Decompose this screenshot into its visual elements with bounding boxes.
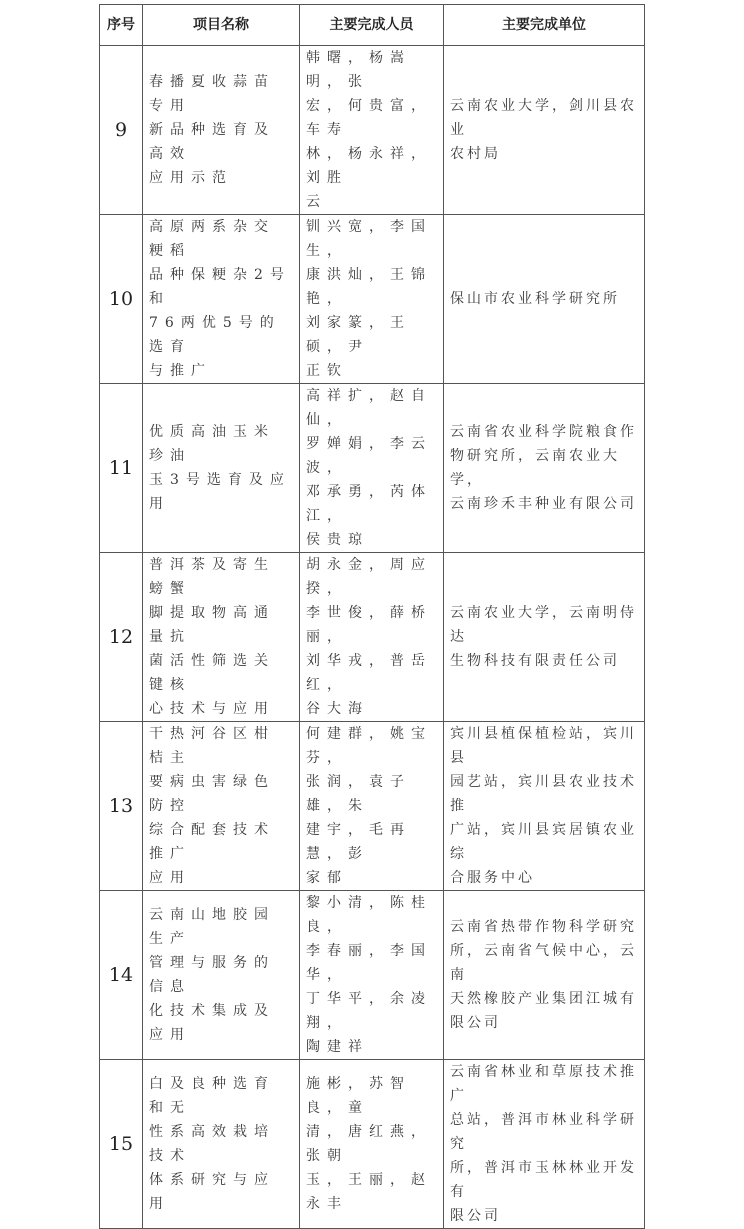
- unit-cell: 云南农业大学，云南明侍达 生物科技有限责任公司: [444, 553, 645, 722]
- awards-table: [99, 4, 645, 1229]
- table-row: [100, 215, 645, 384]
- project-name: 优质高油玉米珍油 玉3号选育及应用: [143, 384, 300, 553]
- table-row: [100, 384, 645, 553]
- unit-cell: 云南省农业科学院粮食作 物研究所，云南农业大学， 云南珍禾丰种业有限公司: [444, 384, 645, 553]
- project-name: 春播夏收蒜苗专用 新品种选育及高效 应用示范: [143, 46, 300, 215]
- row-number: 14: [100, 891, 143, 1060]
- people-cell: 韩曙，杨嵩明，张 宏，何贵富，车寿 林，杨永祥，刘胜 云: [300, 46, 444, 215]
- unit-cell: 宾川县植保植检站，宾川县 园艺站，宾川县农业技术推 广站，宾川县宾居镇农业综 合服务中心: [444, 722, 645, 891]
- row-number: 13: [100, 722, 143, 891]
- row-number: 9: [100, 46, 143, 215]
- table-row: [100, 722, 645, 891]
- unit-cell: 云南省林业和草原技术推广 总站，普洱市林业科学研究 所，普洱市玉林林业开发有 限公司: [444, 1060, 645, 1229]
- unit-cell: 保山市农业科学研究所: [444, 215, 645, 384]
- header-unit: 主要完成单位: [444, 5, 645, 46]
- unit-cell: 云南省热带作物科学研究 所，云南省气候中心，云南 天然橡胶产业集团江城有 限公司: [444, 891, 645, 1060]
- people-cell: 施彬，苏智良，童 清，唐红燕，张朝 玉，王丽，赵永丰: [300, 1060, 444, 1229]
- row-number: 11: [100, 384, 143, 553]
- table-row: [100, 1060, 645, 1229]
- people-cell: 高祥扩，赵自仙， 罗婵娟，李云波， 邓承勇，芮体江， 侯贵琼: [300, 384, 444, 553]
- table-row: [100, 891, 645, 1060]
- people-cell: 钏兴宽，李国生， 康洪灿，王锦艳， 刘家篆，王硕，尹 正钦: [300, 215, 444, 384]
- project-name: 干热河谷区柑桔主 要病虫害绿色防控 综合配套技术推广 应用: [143, 722, 300, 891]
- header-project-name: 项目名称: [143, 5, 300, 46]
- people-cell: 何建群，姚宝芬， 张润，袁子雄，朱 建宇，毛再慧，彭 家郁: [300, 722, 444, 891]
- project-name: 云南山地胶园生产 管理与服务的信息 化技术集成及应用: [143, 891, 300, 1060]
- table-row: [100, 553, 645, 722]
- row-number: 12: [100, 553, 143, 722]
- table-row: [100, 46, 645, 215]
- header-people: 主要完成人员: [300, 5, 444, 46]
- project-name: 白及良种选育和无 性系高效栽培技术 体系研究与应用: [143, 1060, 300, 1229]
- header-number: 序号: [100, 5, 143, 46]
- project-name: 高原两系杂交粳稻 品种保粳杂2号和 76两优5号的选育 与推广: [143, 215, 300, 384]
- row-number: 10: [100, 215, 143, 384]
- people-cell: 胡永金，周应揆， 李世俊，薛桥丽， 刘华戎，普岳红， 谷大海: [300, 553, 444, 722]
- project-name: 普洱茶及寄生螃蟹 脚提取物高通量抗 菌活性筛选关键核 心技术与应用: [143, 553, 300, 722]
- header-row: [100, 5, 645, 46]
- row-number: 15: [100, 1060, 143, 1229]
- people-cell: 黎小清，陈桂良， 李春丽，李国华， 丁华平，余凌翔， 陶建祥: [300, 891, 444, 1060]
- unit-cell: 云南农业大学，剑川县农业 农村局: [444, 46, 645, 215]
